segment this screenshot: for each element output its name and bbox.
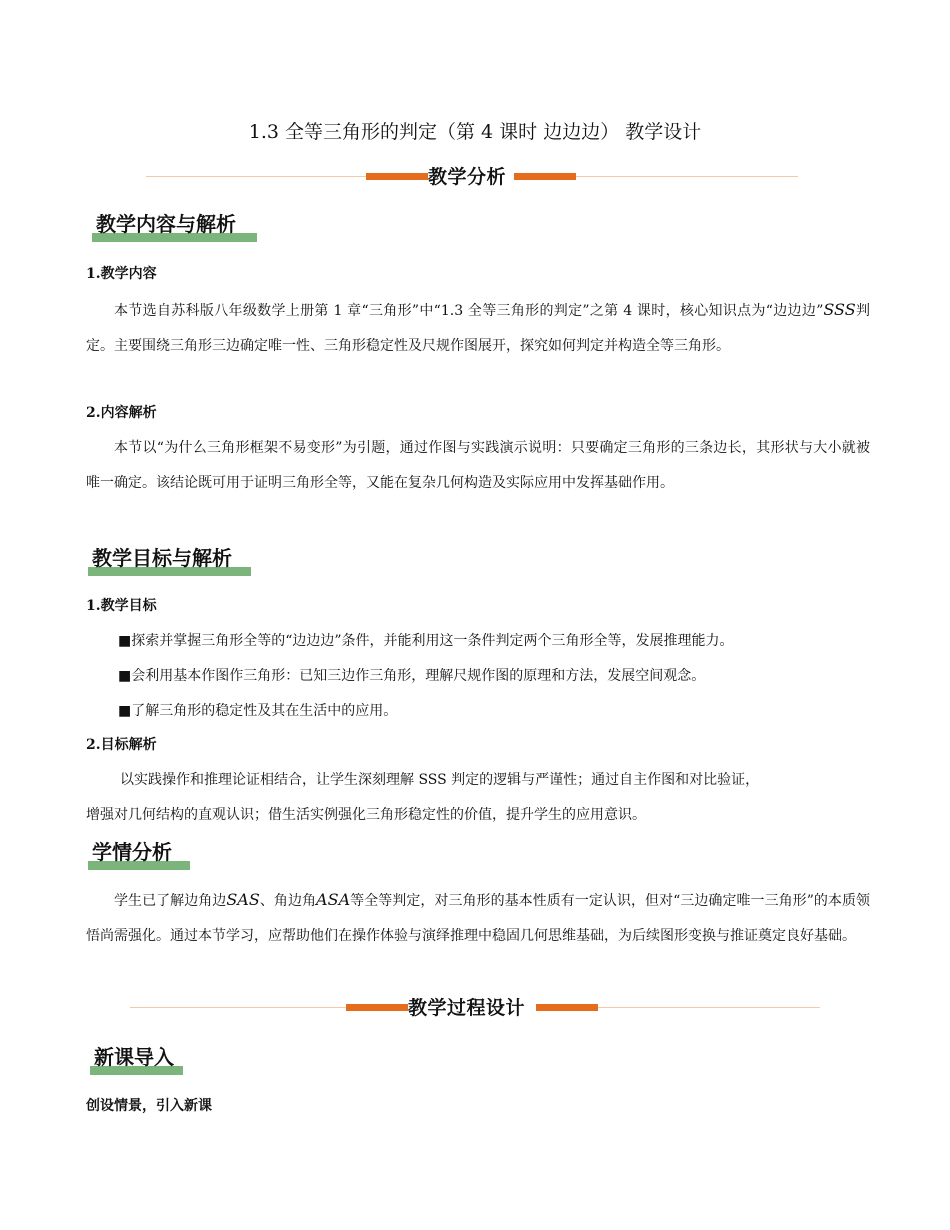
paragraph-students (86, 882, 870, 954)
banner-line-left (130, 1007, 350, 1008)
section-heading-content (92, 208, 257, 242)
paragraph-text: 判定。主要围绕三角形三边确定唯一性、三角形稳定性及尺规作图展开，探究如何判定并构造全等三角形。 (86, 303, 871, 354)
goal-item: ■会利用基本作图作三角形：已知三边作三角形，理解尺规作图的原理和方法，发展空间观念。 (118, 668, 706, 684)
banner-title: 教学过程设计 (408, 997, 526, 1019)
subheading-teaching-goals: 1.教学目标 (86, 598, 157, 614)
goal-item: ■探索并掌握三角形全等的“边边边”条件，并能利用这一条件判定两个三角形全等，发展推理能力。 (118, 633, 734, 649)
goal-analysis-line: 增强对几何结构的直观认识；借生活实例强化三角形稳定性的价值，提升学生的应用意识。 (86, 807, 646, 823)
paragraph-text: 本节选自苏科版八年级数学上册第 1 章“三角形”中“1.3 全等三角形的判定”之第 4 课时，核心知识点为“边边边” (114, 303, 824, 319)
math-sas: SAS (226, 890, 260, 909)
banner-bar-left (346, 1004, 408, 1011)
banner-bar-right (536, 1004, 598, 1011)
paragraph-teaching-content (86, 292, 870, 364)
subheading-teaching-content: 1.教学内容 (86, 266, 157, 282)
document-title: 1.3 全等三角形的判定（第 4 课时 边边边） 教学设计 (248, 121, 702, 143)
paragraph-text: 等全等判定，对三角形的基本性质有一定认识，但对“三边确定唯一三角形”的本质领悟尚需强化。通过本节学习，应帮助他们在操作体验与演绎推理中稳固几何思维基础，为后续图形变换与推证奠定良好基础。 (86, 893, 871, 944)
math-sss: SSS (823, 300, 856, 319)
paragraph-text: 、角边角 (259, 893, 317, 909)
banner-line-right (598, 1007, 820, 1008)
banner-line-left (146, 176, 370, 177)
section-heading-text: 教学目标与解析 (92, 546, 232, 570)
section-heading-text: 教学内容与解析 (96, 212, 236, 236)
paragraph-text: 学生已了解边角边 (114, 893, 227, 909)
paragraph-content-analysis: 本节以“为什么三角形框架不易变形”为引题，通过作图与实践演示说明：只要确定三角形的三条边长，其形状与大小就被唯一确定。该结论既可用于证明三角形全等，又能在复杂几何构造及实际应用中发挥基础作用。 (86, 440, 870, 491)
subheading-content-analysis: 2.内容解析 (86, 405, 157, 421)
banner-teaching-process (0, 996, 950, 1020)
section-heading-goals (88, 542, 251, 576)
subheading-scenario: 创设情景，引入新课 (86, 1098, 212, 1114)
subheading-goal-analysis: 2.目标解析 (86, 737, 157, 753)
banner-title: 教学分析 (428, 166, 507, 188)
goal-item: ■了解三角形的稳定性及其在生活中的应用。 (118, 703, 398, 719)
banner-bar-left (366, 173, 428, 180)
section-heading-students (88, 836, 190, 870)
banner-teaching-analysis (0, 165, 950, 189)
section-heading-text: 新课导入 (94, 1045, 174, 1069)
math-asa: ASA (316, 890, 351, 909)
banner-line-right (576, 176, 798, 177)
banner-bar-right (514, 173, 576, 180)
section-heading-text: 学情分析 (92, 840, 172, 864)
section-heading-intro (90, 1041, 183, 1075)
goal-analysis-line: 以实践操作和推理论证相结合，让学生深刻理解 SSS 判定的逻辑与严谨性；通过自主作图和对比验证， (120, 772, 760, 788)
